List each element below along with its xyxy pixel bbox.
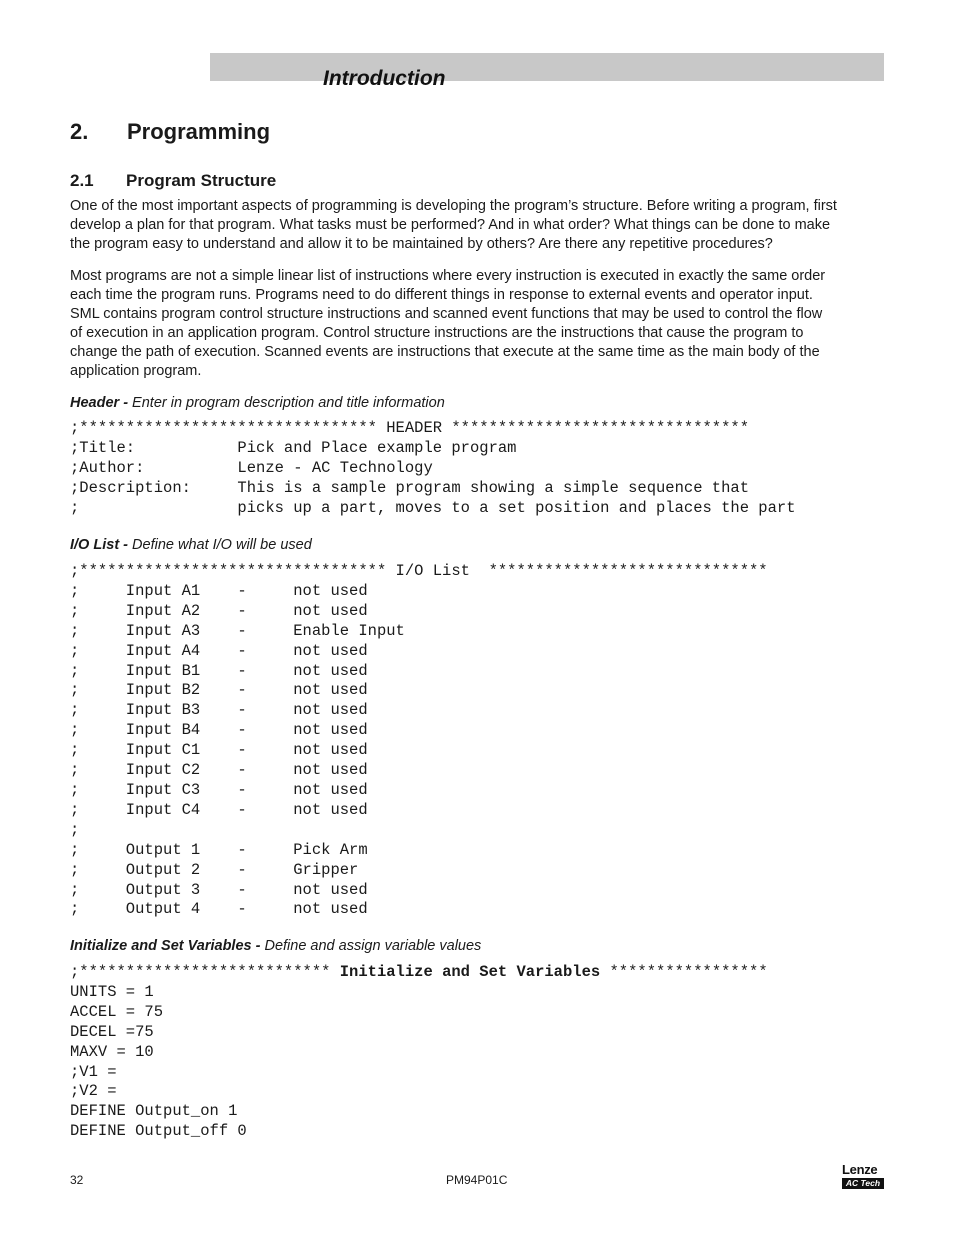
- code-line: ;******************************** HEADER ********************************: [70, 419, 750, 437]
- init-variables-code-block: [70, 963, 768, 1142]
- paragraph-line: the program easy to understand and allow it to be maintained by others? Are there any repetitive procedures?: [70, 235, 773, 252]
- paragraph-line: of execution in an application program. Control structure instructions are the instructions that cause the program to: [70, 324, 804, 341]
- code-line: ; Input A3 - Enable Input: [70, 621, 405, 640]
- code-separator: ;***************************: [70, 963, 340, 981]
- header-bar: [210, 53, 884, 81]
- logo-wordmark: Lenze: [842, 1162, 878, 1177]
- paragraph-1: [70, 197, 884, 254]
- chapter-title: Programming: [127, 119, 271, 144]
- io-list-code-block: [70, 562, 768, 920]
- code-line: ; Output 3 - not used: [70, 880, 368, 899]
- logo-subbrand: AC Tech: [842, 1178, 884, 1189]
- paragraph-line: SML contains program control structure instructions and scanned event functions that may be used to control the flow: [70, 305, 823, 322]
- code-line: ; Input A1 - not used: [70, 581, 368, 600]
- label-text: Enter in program description and title information: [128, 395, 445, 411]
- code-line: [70, 963, 768, 981]
- header-code-block: [70, 419, 796, 519]
- paragraph-line: change the path of execution. Scanned events are instructions that execute at the same time as the main body of the: [70, 343, 820, 360]
- label-bold: Header -: [70, 395, 129, 411]
- code-line: DEFINE Output_off 0: [70, 1122, 247, 1141]
- lenze-logo: [842, 1163, 886, 1191]
- label-bold: I/O List -: [70, 537, 128, 553]
- code-line: ; Input B1 - not used: [70, 661, 368, 680]
- code-line: ; Input B3 - not used: [70, 701, 368, 720]
- code-line: ; Input C1 - not used: [70, 741, 368, 760]
- paragraph-line: Most programs are not a simple linear list of instructions where every instruction is executed in exactly the same order: [70, 268, 826, 284]
- code-line: ;V2 =: [70, 1082, 117, 1101]
- section-title: Program Structure: [126, 171, 277, 190]
- code-line: ;Title: Pick and Place example program: [70, 438, 517, 457]
- section-number: 2.1: [70, 171, 94, 190]
- section-heading: [70, 170, 276, 192]
- code-section-title: Initialize and Set Variables: [339, 963, 601, 981]
- code-line: DEFINE Output_on 1: [70, 1102, 238, 1121]
- paragraph-line: application program.: [70, 362, 202, 379]
- io-list-label: [70, 536, 312, 554]
- document-code: PM94P01C: [446, 1173, 508, 1187]
- chapter-heading: [70, 118, 270, 146]
- code-line: ; Input A2 - not used: [70, 601, 368, 620]
- code-line: ;: [70, 820, 80, 839]
- chapter-number: 2.: [70, 119, 89, 144]
- code-line: ACCEL = 75: [70, 1002, 164, 1021]
- code-line: ; picks up a part, moves to a set position and places the part: [70, 498, 796, 517]
- paragraph-line: each time the program runs. Programs need to do different things in response to external events and operator input.: [70, 286, 813, 303]
- code-line: ; Input B2 - not used: [70, 681, 368, 700]
- code-line: ; Output 2 - Gripper: [70, 860, 359, 879]
- code-line: ; Input C4 - not used: [70, 800, 368, 819]
- paragraph-2: [70, 267, 884, 380]
- page-number: 32: [70, 1173, 84, 1187]
- code-separator: *****************: [600, 963, 768, 981]
- code-line: ; Input B4 - not used: [70, 721, 368, 740]
- code-line: ; Input C2 - not used: [70, 761, 368, 780]
- code-line: UNITS = 1: [70, 982, 154, 1001]
- paragraph-line: One of the most important aspects of programming is developing the program’s structure. Before writing a program, first: [70, 198, 837, 214]
- code-line: ; Output 1 - Pick Arm: [70, 840, 368, 859]
- label-text: Define what I/O will be used: [128, 537, 312, 553]
- label-text: Define and assign variable values: [260, 938, 482, 954]
- code-line: ; Output 4 - not used: [70, 900, 368, 919]
- init-variables-label: [70, 937, 481, 955]
- code-line: ; Input A4 - not used: [70, 641, 368, 660]
- code-line: ;********************************* I/O List ******************************: [70, 562, 768, 580]
- header-block-label: [70, 394, 445, 412]
- code-line: ;Description: This is a sample program showing a simple sequence that: [70, 478, 750, 497]
- code-line: ;V1 =: [70, 1062, 117, 1081]
- code-line: MAXV = 10: [70, 1042, 154, 1061]
- section-header-title: Introduction: [323, 67, 446, 90]
- code-line: ; Input C3 - not used: [70, 780, 368, 799]
- code-line: ;Author: Lenze - AC Technology: [70, 458, 433, 477]
- label-bold: Initialize and Set Variables -: [70, 938, 261, 954]
- code-line: DECEL =75: [70, 1022, 154, 1041]
- paragraph-line: develop a plan for that program. What tasks must be performed? And in what order? What things can be done to make: [70, 216, 831, 233]
